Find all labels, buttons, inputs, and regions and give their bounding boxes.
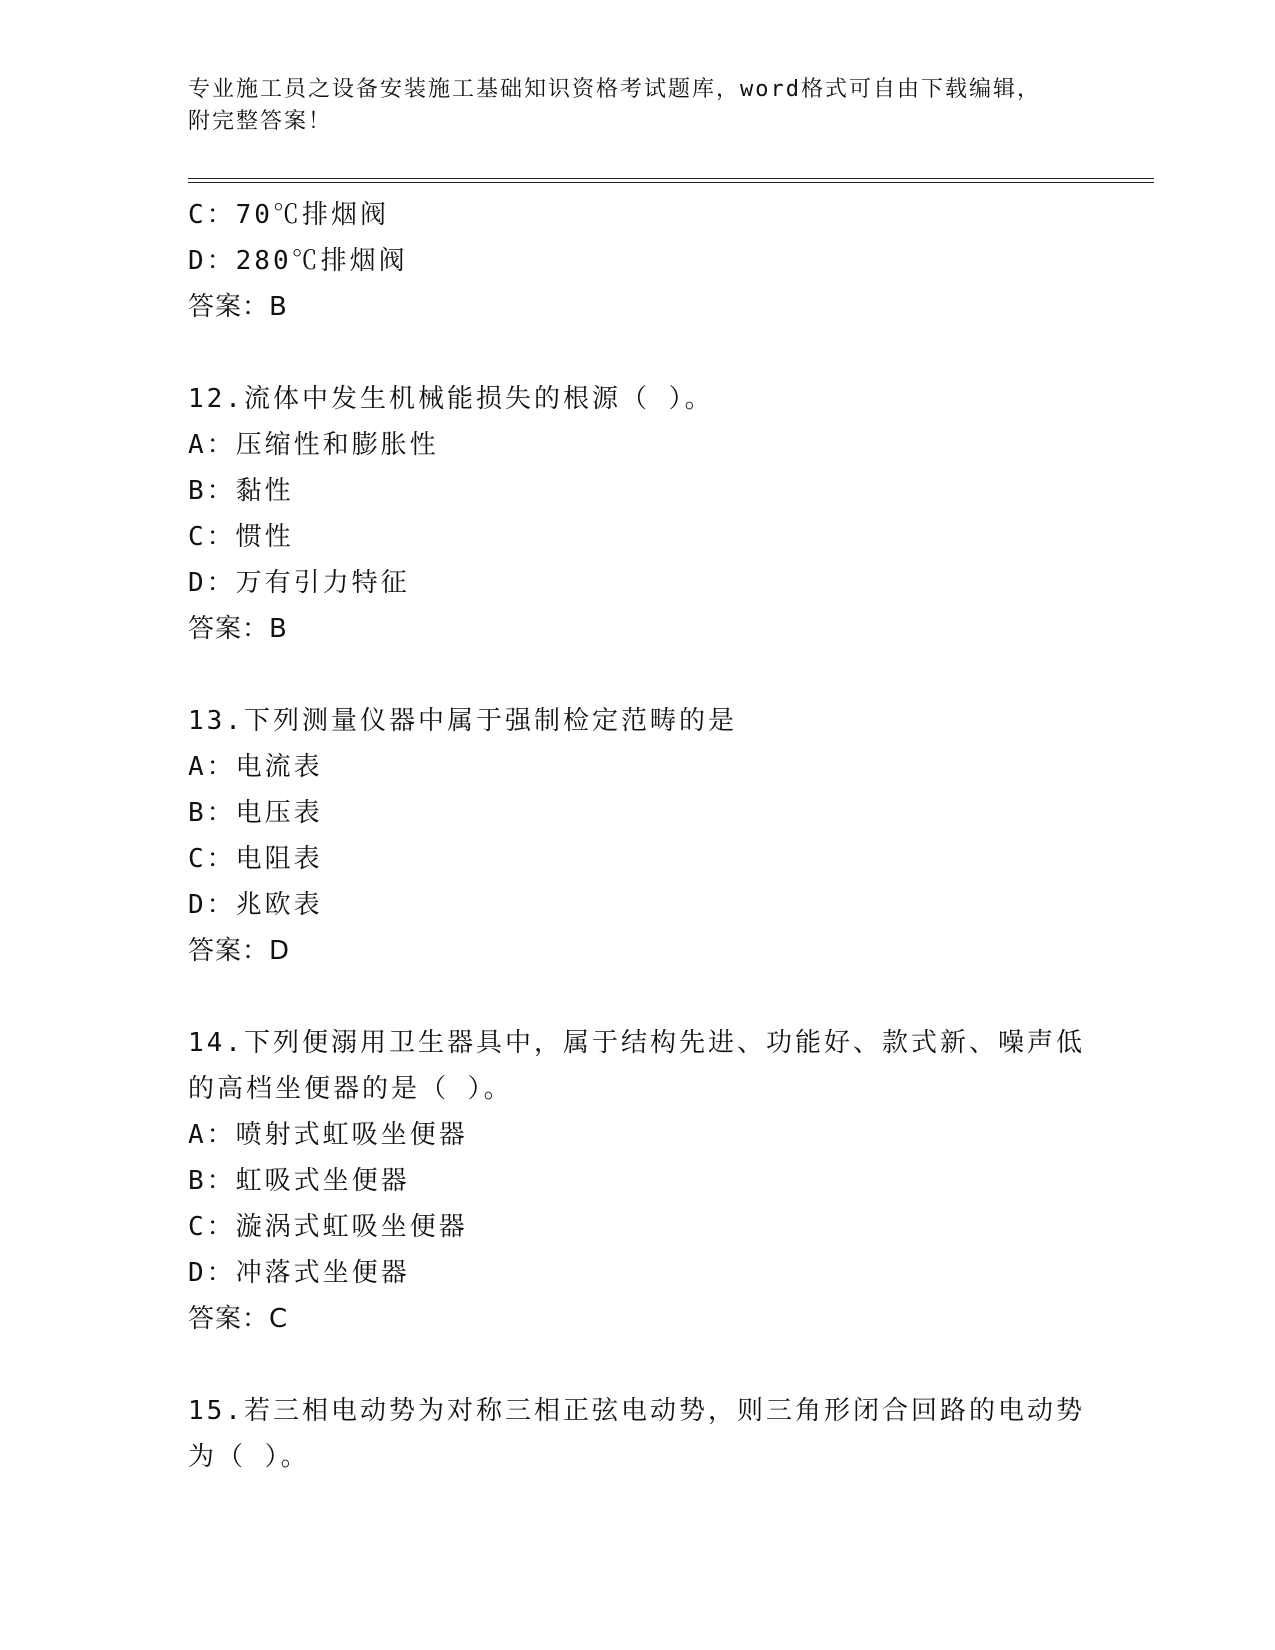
option-c: C：漩涡式虹吸坐便器 [188, 1212, 468, 1242]
question-text-line-2: 为（ ）。 [188, 1442, 310, 1472]
question-text: 12.流体中发生机械能损失的根源（ ）。 [188, 384, 714, 414]
answer: 答案：C [188, 1304, 289, 1334]
option-d: D：冲落式坐便器 [188, 1258, 410, 1288]
option-d: D：280℃排烟阀 [188, 246, 408, 276]
option-b: B：虹吸式坐便器 [188, 1166, 410, 1196]
header-line-2: 附完整答案！ [188, 109, 333, 134]
option-c: C：电阻表 [188, 844, 323, 874]
answer: 答案：B [188, 614, 288, 644]
document-body [188, 192, 1088, 1480]
option-b: B：电压表 [188, 798, 323, 828]
document-header [188, 74, 1088, 138]
option-b: B：黏性 [188, 476, 294, 506]
option-d: D：兆欧表 [188, 890, 323, 920]
question-15 [188, 1388, 1088, 1480]
question-12 [188, 376, 1088, 652]
question-text-line-1: 15.若三相电动势为对称三相正弦电动势，则三角形闭合回路的电动势 [188, 1396, 1085, 1426]
header-line-1: 专业施工员之设备安装施工基础知识资格考试题库，word格式可自由下载编辑， [188, 77, 1041, 102]
option-a: A：电流表 [188, 752, 323, 782]
option-a: A：压缩性和膨胀性 [188, 430, 439, 460]
header-divider-top [188, 178, 1154, 179]
question-text-line-1: 14.下列便溺用卫生器具中，属于结构先进、功能好、款式新、噪声低 [188, 1028, 1085, 1058]
question-14 [188, 1020, 1088, 1342]
question-11-tail [188, 192, 1088, 330]
question-text-line-2: 的高档坐便器的是（ ）。 [188, 1074, 513, 1104]
question-text: 13.下列测量仪器中属于强制检定范畴的是 [188, 706, 737, 736]
answer: 答案：D [188, 936, 291, 966]
option-c: C：70℃排烟阀 [188, 200, 389, 230]
question-13 [188, 698, 1088, 974]
option-d: D：万有引力特征 [188, 568, 410, 598]
option-c: C：惯性 [188, 522, 294, 552]
option-a: A：喷射式虹吸坐便器 [188, 1120, 468, 1150]
header-divider-bottom [188, 182, 1154, 183]
answer: 答案：B [188, 292, 288, 322]
